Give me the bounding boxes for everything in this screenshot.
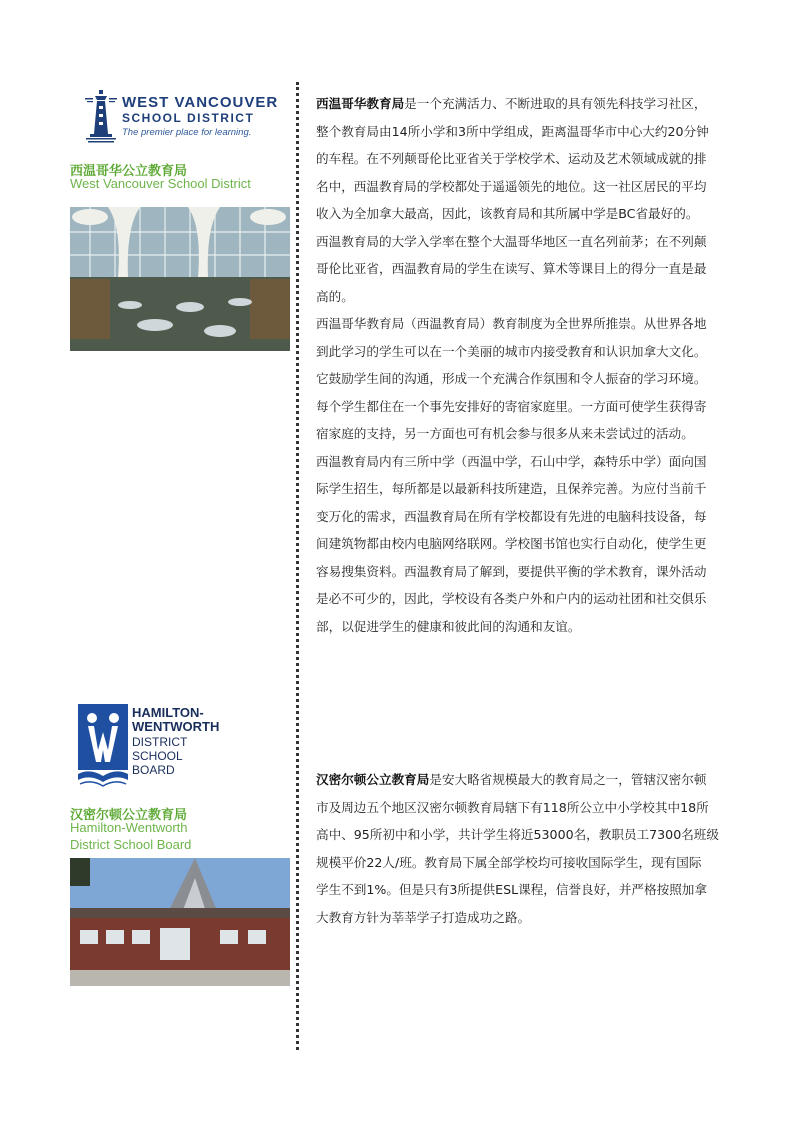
- text-line: 高中、95所初中和小学，共计学生将近53000名，教职员工7300名班级: [316, 827, 719, 842]
- text-line: 高的。: [316, 288, 354, 304]
- text-line: 的车程。在不列颠哥伦比亚省关于学校学术、运动及艺术领域成就的排: [316, 151, 707, 166]
- library-photo: [70, 207, 290, 351]
- west-vancouver-paragraph: [316, 90, 726, 640]
- text-line: 宿家庭的支持，另一方面也可有机会参与很多从来未尝试过的活动。: [316, 426, 694, 441]
- logo-line-2: SCHOOL DISTRICT: [122, 111, 255, 125]
- text-line: 规模平价22人/班。教育局下属全部学校均可接收国际学生，现有国际: [316, 854, 702, 870]
- logo-tagline: The premier place for learning.: [122, 127, 252, 138]
- west-vancouver-logo: [78, 88, 278, 146]
- logo-line-hamilton: HAMILTON-: [132, 705, 204, 720]
- text-line: 每个学生都住在一个事先安排好的寄宿家庭里。一方面可使学生获得寄: [316, 398, 707, 414]
- open-book-icon: [76, 700, 130, 790]
- text-line: 间建筑物都由校内电脑网络联网。学校图书馆也实行自动化，使学生更: [316, 536, 707, 551]
- logo-line-district: DISTRICT: [132, 735, 188, 749]
- text-line: 容易搜集资料。西温教育局了解到，要提供平衡的学术教育，课外活动: [316, 563, 707, 579]
- logo-line-board: BOARD: [132, 763, 175, 777]
- hamilton-heading: 汉密尔顿公立教育局: [316, 772, 430, 787]
- hamilton-wentworth-logo: [76, 700, 256, 790]
- logo-line-school: SCHOOL: [132, 749, 183, 763]
- text-line: 部，以促进学生的健康和彼此间的沟通和友谊。: [316, 618, 581, 634]
- school-building-photo: [70, 858, 290, 986]
- text-line: 它鼓励学生间的沟通，形成一个充满合作氛围和令人振奋的学习环境。: [316, 371, 707, 386]
- hamilton-caption-en-2: District School Board: [70, 837, 192, 852]
- text-line: 市及周边五个地区汉密尔顿教育局辖下有118所公立中小学校其中18所: [316, 799, 709, 815]
- text-line: 际学生招生，每所都是以最新科技所建造，且保养完善。为应付当前千: [316, 481, 707, 496]
- text-line: 西温哥华教育局是一个充满活力、不断进取的具有领先科技学习社区，: [316, 96, 707, 111]
- text-line: 是必不可少的，因此，学校设有各类户外和户内的运动社团和社交俱乐: [316, 591, 707, 606]
- west-vancouver-caption-en: West Vancouver School District: [70, 176, 251, 191]
- text-line: 变万化的需求，西温教育局在所有学校都设有先进的电脑科技设备，每: [316, 508, 707, 524]
- west-vancouver-caption-cn: 西温哥华公立教育局: [70, 164, 188, 179]
- hamilton-caption-cn: 汉密尔顿公立教育局: [70, 808, 188, 823]
- dotted-divider: [296, 82, 299, 1050]
- logo-line-wentworth: WENTWORTH: [132, 719, 220, 734]
- text-line: 整个教育局由14所小学和3所中学组成，距离温哥华市中心大约20分钟: [316, 123, 709, 139]
- text-line: 名中，西温教育局的学校都处于遥遥领先的地位。这一社区居民的平均: [316, 178, 707, 194]
- text-line: 西温教育局的大学入学率在整个大温哥华地区一直名列前茅；在不列颠: [316, 233, 707, 249]
- logo-line-1: WEST VANCOUVER: [122, 94, 279, 111]
- text-line: 收入为全加拿大最高，因此，该教育局和其所属中学是BC省最好的。: [316, 206, 699, 221]
- lighthouse-icon: [82, 88, 120, 144]
- west-vancouver-heading: 西温哥华教育局: [316, 96, 405, 111]
- text-line: 大教育方针为莘莘学子打造成功之路。: [316, 909, 531, 925]
- text-line: 到此学习的学生可以在一个美丽的城市内接受教育和认识加拿大文化。: [316, 343, 707, 359]
- text-line: 汉密尔顿公立教育局是安大略省规模最大的教育局之一，管辖汉密尔顿: [316, 772, 707, 787]
- text-line: 西温哥华教育局（西温教育局）教育制度为全世界所推崇。从世界各地: [316, 316, 707, 331]
- text-line: 学生不到1%。但是只有3所提供ESL课程，信誉良好，并严格按照加拿: [316, 882, 707, 897]
- text-line: 西温教育局内有三所中学（西温中学，石山中学，森特乐中学）面向国: [316, 453, 707, 469]
- text-line: 哥伦比亚省，西温教育局的学生在读写、算术等课目上的得分一直是最: [316, 261, 707, 276]
- hamilton-paragraph: [316, 766, 726, 931]
- hamilton-caption-en-1: Hamilton-Wentworth: [70, 820, 188, 835]
